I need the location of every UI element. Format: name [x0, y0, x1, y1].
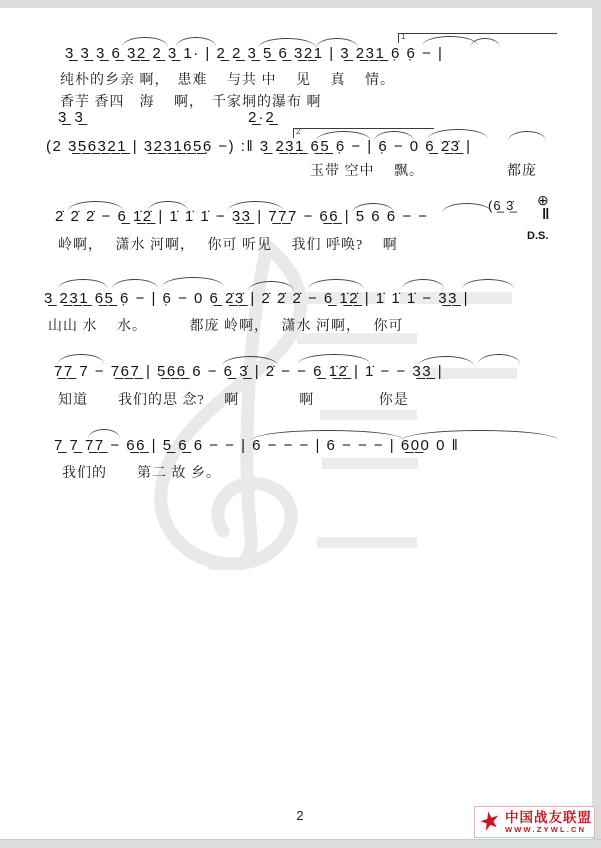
system-1-lyrics-verse1: 纯朴的乡亲 啊， 患难 与共 中 见 真 情。: [60, 73, 395, 88]
system-6-notes: 7̲ 7̲ 7̲7̲ − 6̲6̲ | 5̲ 6̲ 6 − − | 6 − − − | 6 − − − | 6̲0̲0 0 ‖: [54, 437, 460, 454]
volta-1-bracket: [398, 33, 557, 43]
system-6-lyrics: 我们的 第二 故 乡。: [62, 466, 221, 481]
volta-2-number: 2: [296, 127, 301, 136]
site-logo: [474, 806, 595, 838]
slur-arc: [508, 131, 546, 141]
slur-arc: [442, 203, 492, 213]
system-3-lyrics: 岭啊， 潇水 河啊， 你可 听见 我们 呼唤? 啊: [58, 238, 398, 253]
system-4-notes: 3̲ 2̲3̲1̲ 6̲5̲ 6̣ − | 6̣ − 0 6̲ 2̲̇3̲̇ | 2̇ 2̇ 2̇ − 6̲ 1̲̇2̲̇ | 1̇ 1̇ 1̇ − 3̲3̲ |: [44, 290, 470, 307]
system-5-notes: 7̲7̲ 7 − 7̲6̲7̲ | 5̲6̲6̲ 6 − 6̲ 3̲̇ | 2̇ − − 6̲ 1̲̇2̲̇ | 1̇ − − 3̲3̲ |: [54, 363, 444, 380]
double-barline: ‖: [542, 206, 550, 223]
slur-arc: [462, 279, 514, 289]
page-number: 2: [296, 808, 304, 823]
sheet-music-page: [0, 8, 592, 839]
ds-marking: D.S.: [527, 230, 549, 242]
slur-arc: [478, 354, 520, 364]
watermark-bar: [320, 410, 417, 420]
watermark-bar: [322, 458, 418, 469]
logo-url: WWW.ZYWL.CN: [505, 825, 587, 834]
volta-2-bracket: [293, 128, 434, 138]
system-2-lyrics: 玉带 空中 飘。 都庞: [310, 164, 537, 179]
system-2-notes: (2 3̲5̲6̲3̲2̲1̲ | 3̲2̲3̲1̲6̲5̲6̣ −) :‖ 3̲ 2̲3̲1̲ 6̲5̲ 6̣ − | 6̣ − 0 6̲ 2̲̇3̲̇ |: [46, 138, 472, 155]
cue-notes: (6̲ 3̲̇: [488, 198, 515, 213]
watermark-bar: [317, 537, 417, 548]
red-star-icon: ★: [477, 804, 503, 839]
pickup-notes: 2̲·2̲: [248, 109, 276, 126]
coda-icon: ⊕: [537, 192, 549, 208]
slur-arc: [58, 279, 108, 289]
system-1-lyrics-verse2: 香芋 香四 海 啊， 千家垌的瀑布 啊: [60, 95, 322, 110]
slur-arc: [402, 279, 444, 289]
system-4-lyrics: 山山 水 水。 都庞 岭啊， 潇水 河啊， 你可: [48, 319, 404, 334]
system-1-notes: 3̲ 3̲ 3̲ 6̲ 3̲2̲ 2̲ 3̲ 1· | 2̲ 2̲ 3̲ 5̲ 6̲ 3̲2̲1 | 3̲ 2̲3̲1̲ 6̣ 6̣ − |: [65, 45, 444, 62]
logo-title: 中国战友联盟: [505, 809, 592, 825]
pickup-notes: 3̲ 3̲: [58, 109, 85, 126]
system-3-notes: 2̇ 2̇ 2̇ − 6̲ 1̲̇2̲̇ | 1̇ 1̇ 1̇ − 3̲3̲ | 7̲7̲7 − 6̲6̲ | 5 6 6 − −: [55, 208, 429, 225]
volta-1-number: 1: [401, 32, 406, 41]
system-5-lyrics: 知道 我们的思 念? 啊 啊 你是: [58, 393, 409, 408]
